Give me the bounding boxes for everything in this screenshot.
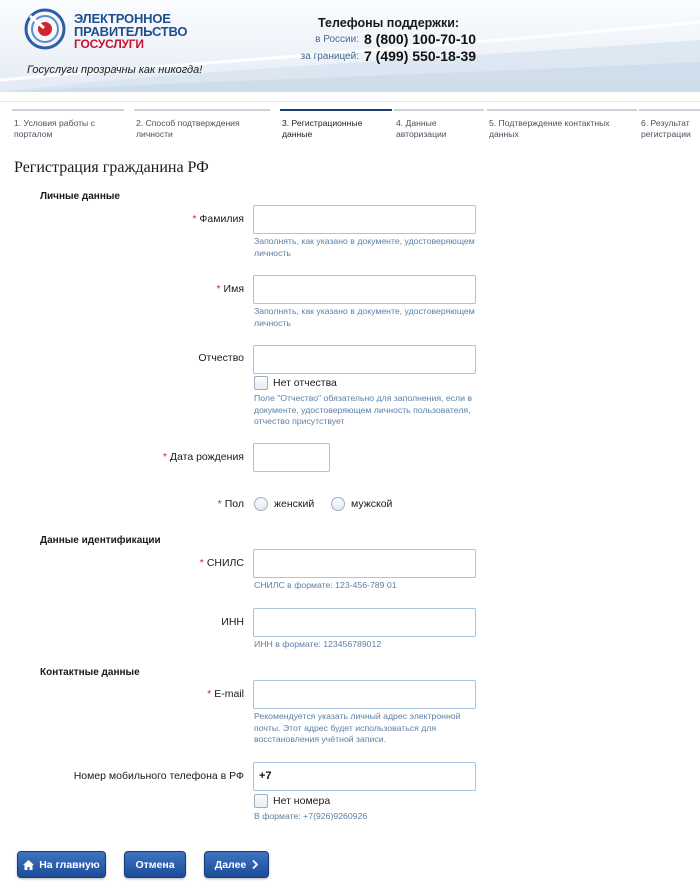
brand-line-1: ЭЛЕКТРОННОЕ bbox=[74, 11, 171, 26]
gender-male-label[interactable]: мужской bbox=[351, 498, 393, 510]
name-label bbox=[216, 283, 244, 295]
patronymic-label: Отчество bbox=[198, 352, 244, 364]
patronymic-input[interactable] bbox=[253, 345, 476, 374]
support-abroad-label: за границей: bbox=[300, 51, 359, 62]
email-label-text: E-mail bbox=[214, 688, 244, 700]
home-button-label: На главную bbox=[39, 858, 100, 871]
support-title: Телефоны поддержки: bbox=[318, 16, 460, 30]
required-mark: * bbox=[192, 213, 197, 225]
gender-male-radio[interactable] bbox=[331, 497, 345, 511]
name-hint: Заполнять, как указано в документе, удостоверяющем личность bbox=[254, 306, 475, 328]
page-title: Регистрация гражданина РФ bbox=[14, 159, 209, 176]
phone-input[interactable]: +7 bbox=[253, 762, 476, 791]
step-6: 6. Результат регистрации bbox=[639, 109, 700, 147]
phone-hint: В формате: +7(926)9260926 bbox=[254, 811, 368, 821]
required-mark: * bbox=[199, 557, 204, 569]
next-button-label: Далее bbox=[214, 858, 247, 871]
gender-female-radio[interactable] bbox=[254, 497, 268, 511]
registration-steps bbox=[0, 101, 700, 149]
step-1: 1. Условия работы с порталом bbox=[12, 109, 124, 147]
inn-hint: ИНН в формате: 123456789012 bbox=[254, 639, 382, 649]
no-phone-checkbox[interactable] bbox=[254, 794, 268, 808]
email-input[interactable] bbox=[253, 680, 476, 709]
no-phone-label[interactable]: Нет номера bbox=[273, 795, 331, 807]
chevron-right-icon bbox=[252, 860, 258, 869]
support-russia-label: в России: bbox=[315, 34, 359, 45]
snils-hint: СНИЛС в формате: 123-456-789 01 bbox=[254, 580, 397, 590]
birthdate-label-text: Дата рождения bbox=[169, 451, 244, 463]
required-mark: * bbox=[216, 283, 221, 295]
cancel-button-label: Отмена bbox=[135, 858, 175, 871]
required-mark: * bbox=[162, 451, 167, 463]
patronymic-hint: Поле "Отчество" обязательно для заполнения, если в документе, удостоверяющем личность пользователя, отчество присутствует bbox=[254, 393, 472, 426]
gender-label-text: Пол bbox=[224, 498, 244, 510]
section-identification: Данные идентификации bbox=[40, 535, 161, 546]
phone-label: Номер мобильного телефона в РФ bbox=[73, 770, 244, 782]
birthdate-input[interactable] bbox=[253, 443, 330, 472]
step-3: 3. Регистрационные данные bbox=[280, 109, 392, 147]
step-2: 2. Способ подтверждения личности bbox=[134, 109, 270, 147]
cancel-button[interactable] bbox=[124, 851, 186, 878]
surname-input[interactable] bbox=[253, 205, 476, 234]
step-4: 4. Данные авторизации bbox=[394, 109, 484, 147]
home-icon bbox=[23, 860, 34, 870]
inn-input[interactable] bbox=[253, 608, 476, 637]
email-label bbox=[207, 688, 244, 700]
inn-label: ИНН bbox=[221, 616, 244, 628]
birthdate-label bbox=[163, 451, 244, 463]
snils-label-text: СНИЛС bbox=[206, 557, 244, 569]
surname-label bbox=[192, 213, 244, 225]
gender-female-label[interactable]: женский bbox=[274, 498, 315, 510]
snils-label bbox=[200, 557, 244, 569]
required-mark: * bbox=[217, 498, 222, 510]
slogan: Госуслуги прозрачны как никогда! bbox=[27, 64, 203, 76]
surname-hint: Заполнять, как указано в документе, удостоверяющем личность bbox=[254, 236, 475, 258]
email-hint: Рекомендуется указать личный адрес электронной почты. Этот адрес будет использоваться для восстановления учётной записи. bbox=[254, 711, 461, 744]
brand-line-3: ГОСУСЛУГИ bbox=[74, 37, 144, 51]
name-label-text: Имя bbox=[223, 283, 244, 295]
required-mark: * bbox=[207, 688, 212, 700]
name-input[interactable] bbox=[253, 275, 476, 304]
site-header bbox=[0, 0, 700, 92]
support-russia-phone: 8 (800) 100-70-10 bbox=[364, 31, 477, 47]
support-abroad-phone: 7 (499) 550-18-39 bbox=[364, 48, 477, 64]
brand-line-2: ПРАВИТЕЛЬСТВО bbox=[74, 24, 188, 39]
snils-input[interactable] bbox=[253, 549, 476, 578]
support-abroad bbox=[0, 48, 700, 66]
section-personal: Личные данные bbox=[40, 191, 120, 202]
support-russia bbox=[0, 31, 700, 49]
surname-label-text: Фамилия bbox=[199, 213, 244, 225]
no-patronymic-checkbox[interactable] bbox=[254, 376, 268, 390]
step-5: 5. Подтверждение контактных данных bbox=[487, 109, 637, 147]
section-contacts: Контактные данные bbox=[40, 667, 140, 678]
no-patronymic-label[interactable]: Нет отчества bbox=[273, 377, 337, 389]
next-button[interactable] bbox=[204, 851, 269, 878]
home-button[interactable] bbox=[17, 851, 106, 878]
gender-label bbox=[218, 498, 244, 510]
